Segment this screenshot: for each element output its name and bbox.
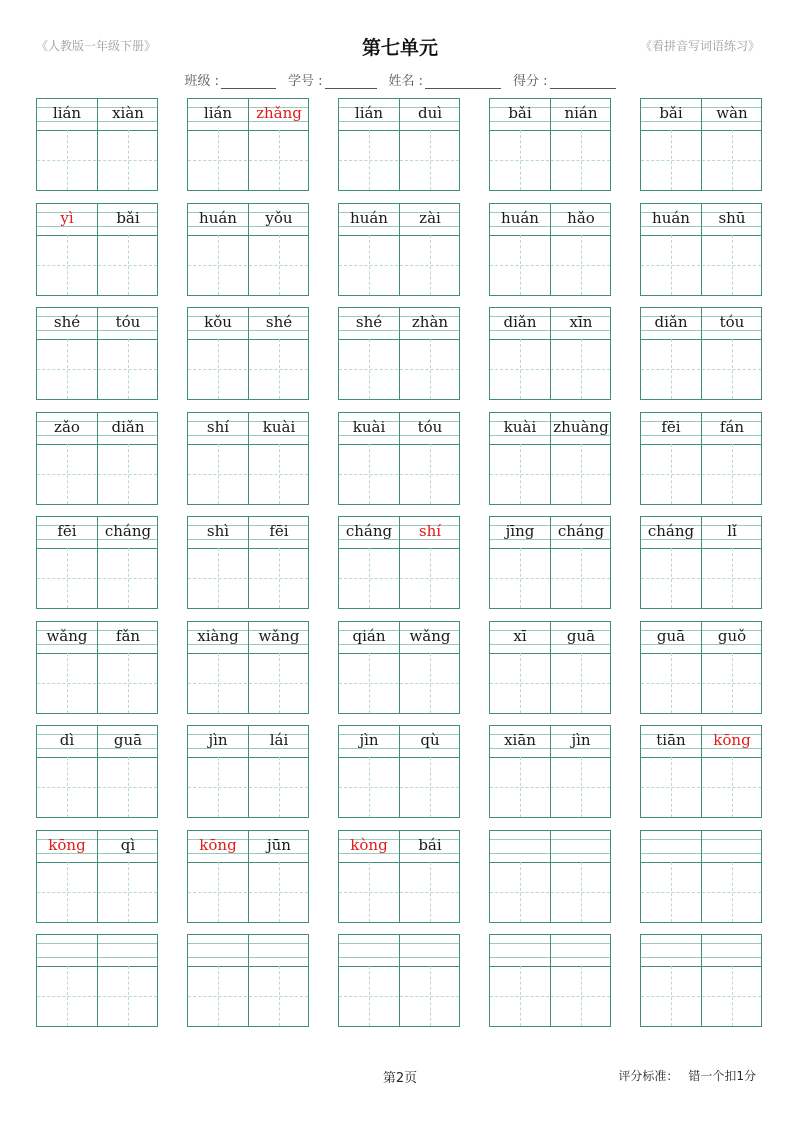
grid-line	[128, 653, 129, 713]
pinyin-left: jìn	[208, 731, 228, 749]
grid-line	[369, 757, 370, 817]
word-cell	[489, 98, 611, 191]
pinyin-left: bǎi	[659, 104, 683, 122]
grid-line	[339, 160, 459, 161]
grid-line	[430, 130, 431, 190]
grid-line	[128, 339, 129, 399]
grid-line	[430, 862, 431, 922]
info-field-label: 姓名 :	[388, 74, 424, 89]
pinyin-right: guǒ	[717, 627, 747, 645]
pinyin-left: kuài	[352, 418, 386, 436]
grid-line	[188, 683, 308, 684]
pinyin-left: huán	[199, 209, 237, 227]
grid-line	[581, 653, 582, 713]
info-field-blank[interactable]	[550, 76, 616, 89]
pinyin-left: kōng	[48, 836, 86, 854]
word-cell	[36, 621, 158, 714]
grid-line	[128, 444, 129, 504]
pinyin-left: huán	[501, 209, 539, 227]
grid-line	[520, 548, 521, 608]
grid-line	[218, 653, 219, 713]
grid-line	[188, 369, 308, 370]
pinyin-left: xiàng	[197, 627, 239, 645]
pinyin-left: diǎn	[503, 313, 537, 331]
grid-line	[671, 862, 672, 922]
grid-line	[399, 935, 400, 1026]
pinyin-left: jīng	[505, 522, 535, 540]
pinyin-right: duì	[417, 104, 443, 122]
grid-line	[37, 160, 157, 161]
pinyin-right: hǎo	[567, 209, 595, 227]
pinyin-left: cháng	[647, 522, 695, 540]
grid-line	[701, 831, 702, 922]
word-cell	[36, 203, 158, 296]
word-cell	[187, 621, 309, 714]
word-cell	[640, 203, 762, 296]
word-cell	[489, 621, 611, 714]
word-cell	[187, 725, 309, 818]
pinyin-right: qì	[120, 836, 136, 854]
pinyin-right: zhàn	[411, 313, 449, 331]
grid-line	[732, 653, 733, 713]
grid-line	[279, 235, 280, 295]
pinyin-left: shé	[53, 313, 81, 331]
word-cell	[338, 934, 460, 1027]
grid-line	[701, 935, 702, 1026]
pinyin-left: lián	[354, 104, 384, 122]
header-right-label: 《看拼音写词语练习》	[639, 39, 760, 53]
pinyin-right: guā	[113, 731, 143, 749]
grid-line	[671, 130, 672, 190]
grid-line	[490, 160, 610, 161]
grid-line	[641, 369, 761, 370]
grid-line	[218, 235, 219, 295]
grid-line	[188, 265, 308, 266]
grid-line	[520, 862, 521, 922]
grid-line	[67, 235, 68, 295]
pinyin-right: xīn	[569, 313, 593, 331]
pinyin-right: kōng	[713, 731, 751, 749]
grid-line	[520, 966, 521, 1026]
grid-line	[671, 757, 672, 817]
grid-line	[430, 444, 431, 504]
word-cell	[640, 412, 762, 505]
grid-line	[369, 130, 370, 190]
page-title: 第七单元	[361, 37, 438, 59]
grid-line	[581, 862, 582, 922]
word-cell	[187, 412, 309, 505]
pinyin-right: zhǎng	[256, 104, 302, 122]
pinyin-right: wàn	[716, 104, 748, 122]
grid-line	[369, 444, 370, 504]
info-field-label: 班级 :	[184, 74, 219, 89]
pinyin-right: cháng	[104, 522, 152, 540]
grid-line	[339, 683, 459, 684]
grid-line	[128, 235, 129, 295]
grid-line	[671, 444, 672, 504]
grid-line	[37, 369, 157, 370]
grid-line	[732, 966, 733, 1026]
word-cell	[36, 307, 158, 400]
grid-line	[581, 339, 582, 399]
pinyin-right: fán	[719, 418, 745, 436]
word-cell	[338, 412, 460, 505]
grid-line	[490, 683, 610, 684]
grid-line	[581, 548, 582, 608]
grid-line	[128, 862, 129, 922]
grid-line	[279, 862, 280, 922]
word-cell	[640, 516, 762, 609]
pinyin-left: kōng	[199, 836, 237, 854]
pinyin-right: fǎn	[115, 627, 141, 645]
grid-line	[490, 369, 610, 370]
grid-line	[188, 578, 308, 579]
grid-line	[339, 265, 459, 266]
pinyin-left: huán	[652, 209, 690, 227]
info-field-blank[interactable]	[221, 76, 276, 89]
grid-line	[339, 474, 459, 475]
word-cell	[489, 725, 611, 818]
info-field-blank[interactable]	[425, 76, 501, 89]
word-cell	[338, 830, 460, 923]
grid-line	[218, 339, 219, 399]
scoring-rule-label: 评分标准：	[618, 1069, 679, 1083]
grid-line	[339, 787, 459, 788]
grid-line	[97, 935, 98, 1026]
pinyin-left: yì	[60, 209, 74, 227]
grid-line	[339, 996, 459, 997]
word-cell	[338, 203, 460, 296]
grid-line	[339, 892, 459, 893]
pinyin-left: guā	[656, 627, 686, 645]
grid-line	[37, 996, 157, 997]
grid-line	[248, 935, 249, 1026]
pinyin-right: diǎn	[111, 418, 145, 436]
grid-line	[279, 130, 280, 190]
word-cell	[640, 621, 762, 714]
pinyin-left: shì	[206, 522, 230, 540]
grid-line	[279, 339, 280, 399]
word-cell	[187, 203, 309, 296]
word-cell	[187, 98, 309, 191]
word-cell	[640, 307, 762, 400]
grid-line	[520, 130, 521, 190]
grid-line	[520, 339, 521, 399]
word-cell	[187, 307, 309, 400]
info-field	[184, 70, 276, 89]
word-cell	[36, 516, 158, 609]
word-cell	[36, 934, 158, 1027]
pinyin-left: zǎo	[54, 418, 80, 436]
word-cell	[338, 307, 460, 400]
grid-line	[218, 966, 219, 1026]
grid-line	[188, 474, 308, 475]
pinyin-right: bái	[418, 836, 442, 854]
pinyin-left: wǎng	[46, 627, 88, 645]
pinyin-right: kuài	[262, 418, 296, 436]
grid-line	[218, 757, 219, 817]
grid-line	[641, 683, 761, 684]
grid-line	[520, 444, 521, 504]
grid-line	[430, 548, 431, 608]
pinyin-left: kuài	[503, 418, 537, 436]
pinyin-right: zài	[419, 209, 441, 227]
grid-line	[369, 548, 370, 608]
grid-line	[641, 265, 761, 266]
pinyin-left: shé	[355, 313, 383, 331]
word-cell	[489, 934, 611, 1027]
pinyin-left: fēi	[57, 522, 77, 540]
grid-line	[128, 130, 129, 190]
pinyin-left: lián	[52, 104, 82, 122]
pinyin-left: xī	[513, 627, 527, 645]
word-cell	[36, 830, 158, 923]
grid-line	[67, 339, 68, 399]
word-cell	[338, 621, 460, 714]
word-cell	[36, 98, 158, 191]
grid-line	[671, 548, 672, 608]
pinyin-right: tóu	[115, 313, 141, 331]
grid-line	[218, 444, 219, 504]
info-field	[389, 70, 502, 89]
pinyin-left: shí	[206, 418, 230, 436]
grid-line	[732, 757, 733, 817]
grid-line	[490, 474, 610, 475]
pinyin-left: diǎn	[654, 313, 688, 331]
page-number: 第2页	[382, 1071, 418, 1086]
grid-line	[430, 235, 431, 295]
grid-line	[430, 339, 431, 399]
grid-line	[369, 966, 370, 1026]
pinyin-left: bǎi	[508, 104, 532, 122]
word-cell	[187, 934, 309, 1027]
grid-line	[37, 578, 157, 579]
grid-line	[188, 787, 308, 788]
scoring-rule-text: 错一个扣1分	[688, 1069, 756, 1083]
grid-line	[67, 862, 68, 922]
grid-line	[520, 757, 521, 817]
grid-line	[641, 160, 761, 161]
grid-line	[732, 548, 733, 608]
grid-line	[279, 757, 280, 817]
grid-line	[641, 578, 761, 579]
word-cell	[187, 516, 309, 609]
grid-line	[671, 235, 672, 295]
grid-line	[279, 653, 280, 713]
header-left-label: 《人教版一年级下册》	[36, 39, 157, 53]
pinyin-right: jìn	[571, 731, 591, 749]
word-cell	[489, 307, 611, 400]
grid-line	[490, 578, 610, 579]
pinyin-left: kǒu	[204, 313, 232, 331]
grid-line	[490, 892, 610, 893]
pinyin-right: yǒu	[265, 209, 293, 227]
grid-line	[581, 444, 582, 504]
grid-line	[641, 787, 761, 788]
grid-line	[67, 757, 68, 817]
pinyin-right: cháng	[557, 522, 605, 540]
grid-line	[430, 966, 431, 1026]
grid-line	[37, 892, 157, 893]
pinyin-left: huán	[350, 209, 388, 227]
pinyin-right: tóu	[719, 313, 745, 331]
grid-line	[641, 892, 761, 893]
grid-line	[67, 130, 68, 190]
grid-line	[369, 862, 370, 922]
grid-line	[732, 862, 733, 922]
pinyin-right: wǎng	[409, 627, 451, 645]
grid-line	[128, 548, 129, 608]
pinyin-right: zhuàng	[553, 418, 609, 436]
grid-line	[279, 444, 280, 504]
word-cell	[338, 725, 460, 818]
grid-line	[732, 339, 733, 399]
grid-line	[490, 787, 610, 788]
grid-line	[279, 548, 280, 608]
word-cell	[640, 98, 762, 191]
grid-line	[67, 966, 68, 1026]
grid-line	[490, 265, 610, 266]
word-cell	[187, 830, 309, 923]
grid-line	[520, 653, 521, 713]
grid-line	[37, 265, 157, 266]
grid-line	[128, 966, 129, 1026]
grid-line	[188, 160, 308, 161]
grid-line	[67, 653, 68, 713]
word-cell	[640, 830, 762, 923]
word-cell	[338, 98, 460, 191]
grid-line	[218, 130, 219, 190]
grid-line	[37, 683, 157, 684]
grid-line	[188, 892, 308, 893]
pinyin-right: shū	[718, 209, 746, 227]
pinyin-right: wǎng	[258, 627, 300, 645]
grid-line	[339, 578, 459, 579]
word-cell	[36, 412, 158, 505]
grid-line	[369, 235, 370, 295]
word-cell	[489, 203, 611, 296]
pinyin-right: guā	[566, 627, 596, 645]
info-field-label: 得分 :	[513, 74, 548, 89]
word-cell	[489, 830, 611, 923]
grid-line	[732, 130, 733, 190]
grid-line	[430, 653, 431, 713]
scoring-rule	[618, 1067, 756, 1084]
grid-line	[641, 996, 761, 997]
pinyin-left: lián	[203, 104, 233, 122]
pinyin-right: bǎi	[116, 209, 140, 227]
grid-line	[369, 339, 370, 399]
pinyin-right: nián	[564, 104, 598, 122]
pinyin-left: tiān	[656, 731, 686, 749]
info-field	[288, 70, 377, 89]
grid-line	[490, 996, 610, 997]
word-cell	[36, 725, 158, 818]
grid-line	[550, 935, 551, 1026]
word-cell	[640, 934, 762, 1027]
grid-line	[550, 831, 551, 922]
grid-line	[128, 757, 129, 817]
grid-line	[279, 966, 280, 1026]
word-cell	[640, 725, 762, 818]
grid-line	[581, 235, 582, 295]
pinyin-right: fēi	[269, 522, 289, 540]
grid-line	[369, 653, 370, 713]
grid-line	[581, 966, 582, 1026]
pinyin-left: xiān	[504, 731, 536, 749]
grid-line	[37, 787, 157, 788]
pinyin-right: shí	[418, 522, 442, 540]
info-field-label: 学号 :	[287, 74, 323, 89]
pinyin-left: jìn	[359, 731, 379, 749]
word-cell	[338, 516, 460, 609]
pinyin-right: lái	[269, 731, 289, 749]
grid-line	[218, 548, 219, 608]
student-info-bar	[0, 70, 800, 89]
info-field-blank[interactable]	[325, 76, 377, 89]
grid-line	[218, 862, 219, 922]
grid-line	[67, 444, 68, 504]
pinyin-right: jūn	[267, 836, 291, 854]
pinyin-right: shé	[265, 313, 293, 331]
grid-line	[188, 996, 308, 997]
grid-line	[339, 369, 459, 370]
grid-line	[520, 235, 521, 295]
pinyin-left: qián	[352, 627, 386, 645]
grid-line	[581, 130, 582, 190]
pinyin-right: lǐ	[727, 522, 737, 540]
pinyin-right: xiàn	[112, 104, 144, 122]
grid-line	[641, 474, 761, 475]
grid-line	[67, 548, 68, 608]
grid-line	[430, 757, 431, 817]
grid-line	[732, 444, 733, 504]
pinyin-left: kòng	[350, 836, 388, 854]
pinyin-right: tóu	[417, 418, 443, 436]
pinyin-left: cháng	[345, 522, 393, 540]
word-cell	[489, 516, 611, 609]
pinyin-left: fēi	[661, 418, 681, 436]
grid-line	[37, 474, 157, 475]
grid-line	[671, 653, 672, 713]
info-field	[513, 70, 616, 89]
pinyin-left: dì	[59, 731, 75, 749]
pinyin-right: qù	[420, 731, 440, 749]
grid-line	[732, 235, 733, 295]
grid-line	[671, 339, 672, 399]
word-cell	[489, 412, 611, 505]
grid-line	[581, 757, 582, 817]
grid-line	[671, 966, 672, 1026]
